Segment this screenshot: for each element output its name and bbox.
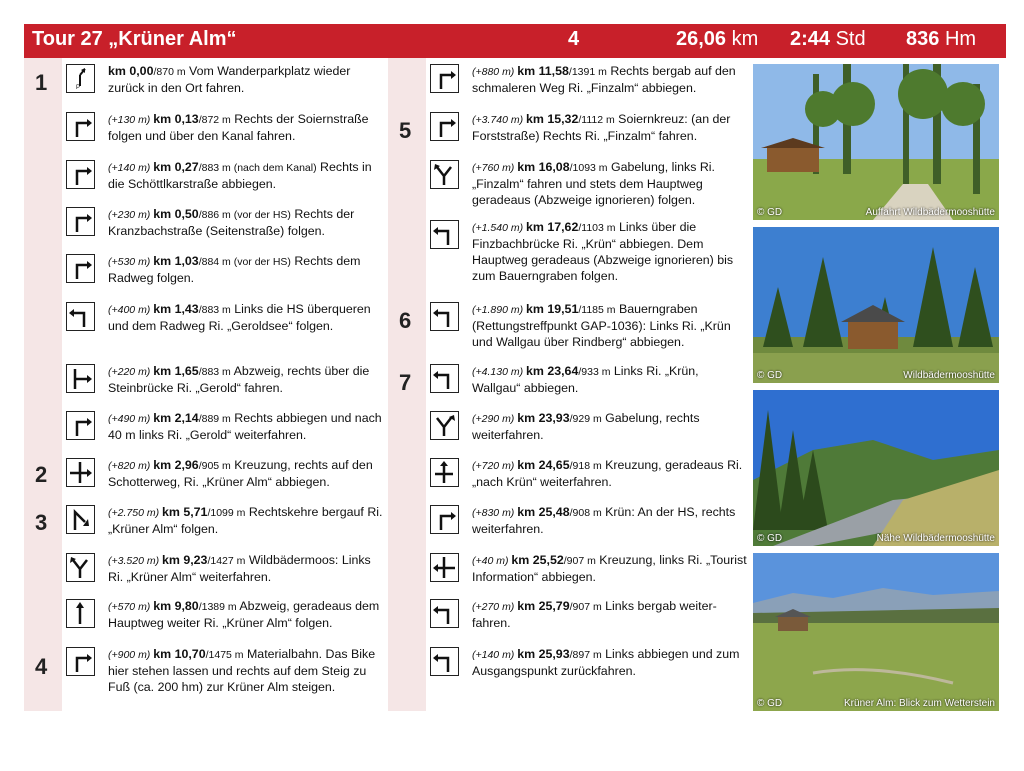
step-number: 1 — [35, 70, 48, 95]
instruction-text: Rechts der Kranzbachstraße (Seitenstraße) folgen. — [108, 207, 355, 238]
distance-delta: (+720 m) — [472, 460, 518, 472]
altitude: /905 m — [198, 460, 231, 472]
distance-delta: (+4.130 m) — [472, 366, 526, 378]
fork-left-icon — [430, 160, 459, 189]
route-instruction — [108, 646, 383, 695]
distance-delta: (+760 m) — [472, 162, 518, 174]
turn-right-icon — [430, 505, 459, 534]
altitude: /1185 m — [578, 304, 616, 316]
turn-left-icon — [430, 599, 459, 628]
route-instruction — [108, 253, 383, 286]
route-instruction — [108, 111, 383, 144]
distance-delta: (+2.750 m) — [108, 507, 162, 519]
altitude: /918 m — [569, 460, 602, 472]
instruction-text: Abzweig, rechts über die Steinbrücke Ri. „Gerold“ fahren. — [108, 364, 370, 395]
route-instruction — [108, 301, 383, 334]
instruction-text: Links bergab weiterfahren. — [472, 599, 717, 630]
instruction-text: Rechts abbiegen und nach 40 m links Ri. „Gerold“ weiterfahren. — [108, 411, 382, 442]
instruction-text: Rechts der Soiernstraße folgen und über den Kanal fahren. — [108, 112, 369, 143]
photo-caption: Wildbädermooshütte — [903, 370, 995, 381]
altitude: /870 m — [153, 66, 186, 78]
route-instruction — [472, 111, 748, 144]
route-instruction — [472, 457, 748, 490]
altitude: /1093 m — [569, 162, 608, 174]
photo-credit: © GD — [757, 533, 783, 544]
straight-icon — [66, 599, 95, 628]
altitude: /897 m — [569, 649, 602, 661]
altitude: /1389 m — [198, 601, 237, 613]
route-instruction — [108, 206, 383, 239]
distance-stat — [676, 28, 758, 51]
km-marker: km 24,65 — [517, 458, 570, 472]
turn-left-icon — [430, 364, 459, 393]
altitude: /1103 m — [578, 222, 616, 234]
instruction-text: Rechts dem Radweg folgen. — [108, 254, 361, 285]
step-number: 4 — [35, 654, 48, 679]
altitude: /907 m — [563, 555, 596, 567]
turn-right-icon — [66, 411, 95, 440]
turn-left-icon — [430, 302, 459, 331]
distance-delta: (+3.740 m) — [472, 114, 526, 126]
km-marker: km 25,93 — [517, 647, 570, 661]
altitude: /933 m — [578, 366, 611, 378]
instruction-text: Bauerngraben (Rettungstreffpunkt GAP-1036): Links Ri. „Krün und Wallgau über Rindberg“ abbiegen. — [472, 302, 731, 349]
instruction-text: Links Ri. „Krün, Wallgau“ abbiegen. — [472, 364, 699, 395]
duration-unit: Std — [835, 28, 866, 50]
instruction-text: Kreuzung, geradeaus Ri. „nach Krün“ weiterfahren. — [472, 458, 743, 489]
km-marker: km 16,08 — [517, 160, 570, 174]
turn-right-icon — [66, 647, 95, 676]
distance-delta: (+3.520 m) — [108, 555, 162, 567]
route-instruction — [108, 598, 383, 631]
instruction-text: Abzweig, geradeaus dem Hauptweg weiter Ri. „Krüner Alm“ folgen. — [108, 599, 380, 630]
route-instruction — [108, 552, 383, 585]
distance-delta: (+140 m) — [108, 162, 154, 174]
distance-delta: (+830 m) — [472, 507, 518, 519]
distance-delta: (+270 m) — [472, 601, 518, 613]
route-instruction — [108, 363, 383, 396]
crossroad-left-icon — [430, 553, 459, 582]
km-marker: km 0,27 — [153, 160, 199, 174]
km-marker: km 25,52 — [511, 553, 564, 567]
distance-delta: (+400 m) — [108, 304, 154, 316]
km-marker: km 9,80 — [153, 599, 199, 613]
km-marker: km 15,32 — [525, 112, 579, 126]
branch-right-icon — [66, 364, 95, 393]
svg-text:P: P — [76, 85, 81, 91]
distance-delta: (+900 m) — [108, 649, 154, 661]
photo-credit: © GD — [757, 370, 783, 381]
km-marker: km 10,70 — [153, 647, 206, 661]
route-instruction — [108, 159, 383, 192]
turn-right-icon — [66, 160, 95, 189]
altitude: /884 m (vor der HS) — [198, 256, 291, 268]
route-instruction — [108, 504, 383, 537]
step-column-left — [24, 58, 62, 711]
instruction-text: Rechts bergab auf den schmaleren Weg Ri. „Finzalm“ abbiegen. — [472, 64, 736, 95]
route-instruction — [108, 63, 383, 96]
photo-credit: © GD — [757, 207, 783, 218]
elevation-unit: Hm — [944, 28, 977, 50]
km-marker: km 1,03 — [153, 254, 199, 268]
duration-stat — [790, 28, 866, 51]
photo-4 — [753, 553, 999, 711]
altitude: /907 m — [569, 601, 602, 613]
km-marker: km 0,50 — [153, 207, 199, 221]
photo-caption: Krüner Alm: Blick zum Wetterstein — [844, 698, 995, 709]
route-instruction — [472, 504, 748, 537]
elevation-value: 836 — [906, 28, 940, 50]
distance-delta: (+570 m) — [108, 601, 154, 613]
km-marker: km 2,14 — [153, 411, 199, 425]
km-marker: km 9,23 — [161, 553, 208, 567]
route-instruction — [472, 410, 748, 443]
route-instruction — [472, 552, 748, 585]
step-number: 3 — [35, 510, 48, 535]
altitude: /1427 m — [207, 555, 246, 567]
km-marker: km 5,71 — [161, 505, 208, 519]
km-marker: km 23,93 — [517, 411, 570, 425]
distance-delta: (+1.890 m) — [472, 304, 526, 316]
instruction-text: Soiernkreuz: (an der Forststraße) Rechts Ri. „Finzalm“ fahren. — [472, 112, 731, 143]
altitude: /886 m (vor der HS) — [198, 209, 291, 221]
altitude: /1391 m — [568, 66, 607, 78]
turn-left-icon — [430, 220, 459, 249]
tour-header — [24, 24, 1006, 58]
instruction-text: Gabelung, links Ri. „Finzalm“ fahren und stets dem Hauptweg geradeaus (Abzweige ignorieren) folgen. — [472, 160, 715, 207]
instruction-text: Rechts in die Schöttlkarstraße abbiegen. — [108, 160, 372, 191]
distance-delta: (+530 m) — [108, 256, 154, 268]
altitude: /872 m — [198, 114, 231, 126]
photo-credit: © GD — [757, 698, 783, 709]
turn-right-icon — [66, 254, 95, 283]
step-number: 7 — [399, 370, 412, 395]
step-number: 6 — [399, 308, 412, 333]
photo-2 — [753, 227, 999, 383]
distance-delta: (+290 m) — [472, 413, 518, 425]
km-marker: km 1,65 — [153, 364, 199, 378]
distance-delta: (+130 m) — [108, 114, 154, 126]
crossroad-right-icon — [66, 458, 95, 487]
km-marker: km 11,58 — [517, 64, 569, 78]
instruction-text: Kreuzung, links Ri. „Tourist Information“ abbiegen. — [472, 553, 747, 584]
route-instruction — [108, 410, 383, 443]
instruction-text: Vom Wanderparkplatz wieder zurück in den Ort fahren. — [108, 64, 351, 95]
altitude: /1475 m — [205, 649, 244, 661]
instruction-text: Materialbahn. Das Bike hier stehen lassen und rechts auf dem Steig zu Fuß (ca. 200 hm) zur Krüner Alm steigen. — [108, 647, 376, 694]
altitude: /1112 m — [578, 114, 615, 126]
altitude: /929 m — [569, 413, 602, 425]
instruction-text: Wildbädermoos: Links Ri. „Krüner Alm“ weiterfahren. — [108, 553, 371, 584]
route-instruction — [472, 646, 748, 679]
instruction-text: Rechtskehre bergauf Ri. „Krüner Alm“ folgen. — [108, 505, 383, 536]
tour-title: Tour 27 „Krüner Alm“ — [32, 28, 237, 50]
km-marker: km 19,51 — [525, 302, 579, 316]
distance-delta: (+40 m) — [472, 555, 512, 567]
km-marker: km 25,79 — [517, 599, 570, 613]
altitude: /889 m — [198, 413, 231, 425]
turn-left-icon — [430, 647, 459, 676]
instruction-text: Kreuzung, rechts auf den Schotterweg, Ri. „Krüner Alm“ abbiegen. — [108, 458, 373, 489]
instruction-text: Gabelung, rechts weiterfahren. — [472, 411, 700, 442]
fork-left-icon — [66, 553, 95, 582]
instruction-text: Links die HS überqueren und dem Radweg Ri. „Geroldsee“ folgen. — [108, 302, 371, 333]
turn-right-icon — [66, 112, 95, 141]
km-marker: km 23,64 — [525, 364, 579, 378]
km-marker: km 0,13 — [153, 112, 199, 126]
duration-value: 2:44 — [790, 28, 831, 50]
km-marker: km 0,00 — [108, 64, 154, 78]
altitude: /883 m — [198, 304, 231, 316]
hairpin-right-icon — [66, 505, 95, 534]
distance-delta: (+230 m) — [108, 209, 154, 221]
distance-delta: (+880 m) — [472, 66, 518, 78]
photo-3 — [753, 390, 999, 546]
start-icon — [66, 64, 95, 93]
route-instruction — [472, 159, 748, 208]
instruction-text: Krün: An der HS, rechts weiterfahren. — [472, 505, 736, 536]
route-instruction — [108, 457, 383, 490]
turn-right-icon — [430, 112, 459, 141]
step-number: 2 — [35, 462, 48, 487]
route-instruction — [472, 63, 748, 96]
crossroad-straight-icon — [430, 458, 459, 487]
photo-1 — [753, 64, 999, 220]
distance-delta: (+140 m) — [472, 649, 518, 661]
altitude: /908 m — [569, 507, 602, 519]
distance-delta: (+1.540 m) — [472, 222, 526, 234]
km-marker: km 17,62 — [525, 220, 579, 234]
instruction-text: Links abbiegen und zum Ausgangspunkt zurückfahren. — [472, 647, 740, 678]
photo-caption: Nähe Wildbädermooshütte — [876, 533, 995, 544]
altitude: /1099 m — [207, 507, 246, 519]
fork-right-icon — [430, 411, 459, 440]
altitude: /883 m (nach dem Kanal) — [198, 162, 317, 174]
turn-right-icon — [430, 64, 459, 93]
route-instruction — [472, 219, 748, 284]
distance-delta: (+220 m) — [108, 366, 154, 378]
turn-right-icon — [66, 207, 95, 236]
altitude: /883 m — [198, 366, 231, 378]
turn-left-icon — [66, 302, 95, 331]
step-number: 5 — [399, 118, 412, 143]
km-marker: km 1,43 — [153, 302, 199, 316]
distance-unit: km — [731, 28, 759, 50]
elevation-stat — [906, 28, 976, 51]
instruction-text: Links über die Finzbachbrücke Ri. „Krün“ abbiegen. Dem Hauptweg geradeaus (Abzweige ignorieren) bis zum Bauerngraben folgen. — [472, 220, 734, 283]
difficulty-value: 4 — [568, 28, 580, 50]
distance-delta: (+490 m) — [108, 413, 154, 425]
route-instruction — [472, 301, 748, 350]
route-instruction — [472, 363, 748, 396]
photo-caption: Auffahrt Wildbädermooshütte — [865, 207, 995, 218]
route-instruction — [472, 598, 748, 631]
km-marker: km 2,96 — [153, 458, 199, 472]
km-marker: km 25,48 — [517, 505, 570, 519]
distance-value: 26,06 — [676, 28, 727, 50]
distance-delta: (+820 m) — [108, 460, 154, 472]
